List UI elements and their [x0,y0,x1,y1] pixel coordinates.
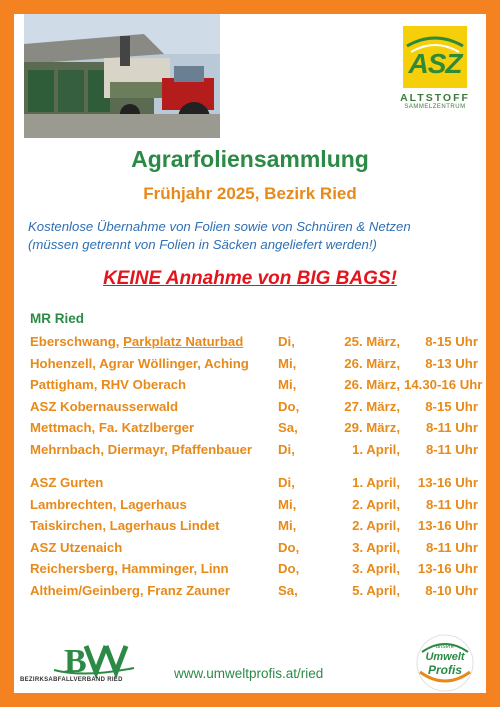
schedule-location-text: Eberschwang, [30,334,124,349]
schedule-row [30,356,480,378]
poster-subtitle: Frühjahr 2025, Bezirk Ried [143,184,357,203]
schedule-date: 25. März, [344,334,400,349]
schedule-time: 8-15 Uhr [425,398,478,414]
schedule-time: 8-11 Uhr [425,539,478,555]
schedule-time: 14.30-16 Uhr [404,377,483,392]
asz-logo-line2: SAMMELZENTRUM [404,104,466,110]
schedule-day: Sa, [278,420,298,435]
bav-logo [24,640,142,692]
schedule-location-link[interactable]: Parkplatz Naturbad [123,334,244,349]
tractor-photo [24,14,220,138]
schedule-location: Taiskirchen, Lagerhaus Lindet [30,518,220,533]
profis-small-text: unsere [435,644,455,650]
schedule-time: 8-15 Uhr [425,334,478,349]
schedule-date: 27. März, [344,398,400,414]
schedule-row [30,475,480,497]
schedule-location: Mettmach, Fa. Katzlberger [30,420,195,435]
schedule-day: Di, [278,441,295,457]
bav-label: BEZIRKSABFALLVERBAND RIED [20,677,123,683]
schedule-date: 3. April, [352,561,400,576]
schedule-row [30,561,480,583]
schedule-location: Mehrnbach, Diermayr, Pfaffenbauer [30,441,253,457]
asz-logo-line1: ALTSTOFF [400,92,470,104]
intro-text [28,218,478,254]
schedule-date: 26. März, [344,355,400,371]
website-link[interactable]: www.umweltprofis.at/ried [174,666,324,681]
schedule-row [30,334,480,356]
schedule-time: 8-11 Uhr [425,496,478,512]
schedule-time: 8-11 Uhr [425,441,478,457]
poster-title: Agrarfoliensammlung [131,146,369,172]
schedule-time: 8-10 Uhr [425,582,478,598]
schedule-location: Reichersberg, Hamminger, Linn [30,561,229,576]
schedule-row [30,377,483,399]
schedule-time: 13-16 Uhr [417,475,478,490]
schedule-day: Di, [278,475,295,490]
profis-mid-text: Umwelt [425,651,465,663]
schedule-location: ASZ Kobernausserwald [30,398,179,414]
asz-logo-text: ASZ [408,48,462,79]
poster [14,14,486,693]
collection-schedule [30,334,483,604]
schedule-row [30,420,480,442]
schedule-day: Do, [278,398,300,414]
schedule-date: 1. April, [352,475,400,490]
schedule-location: ASZ Gurten [30,475,104,490]
schedule-time: 13-16 Uhr [417,518,478,533]
schedule-day: Mi, [278,355,297,371]
schedule-row [30,442,480,464]
schedule-location: Pattigham, RHV Oberach [30,377,187,392]
schedule-day: Do, [278,539,300,555]
schedule-row [30,399,480,421]
schedule-date: 29. März, [344,420,400,435]
asz-logo-mark [403,26,467,88]
schedule-time: 13-16 Uhr [417,561,478,576]
schedule-date: 2. April, [352,518,400,533]
schedule-date: 3. April, [352,539,400,555]
schedule-time: 8-11 Uhr [425,420,478,435]
profis-big-text: Profis [427,663,462,677]
svg-text:B: B [64,643,87,680]
schedule-row [30,540,480,562]
schedule-day: Sa, [278,582,298,598]
schedule-date: 2. April, [352,496,400,512]
schedule-date: 26. März, [344,377,400,392]
schedule-row [30,497,480,519]
schedule-day: Di, [278,334,295,349]
region-heading: MR Ried [30,311,84,326]
schedule-location: Altheim/Geinberg, Franz Zauner [30,582,231,598]
schedule-date: 5. April, [352,582,400,598]
schedule-row [30,583,480,605]
schedule-day: Mi, [278,377,297,392]
schedule-location: Hohenzell, Agrar Wöllinger, Aching [30,355,249,371]
schedule-day: Do, [278,561,300,576]
schedule-gap [30,463,480,475]
umweltprofis-badge [414,632,476,694]
big-bags-warning: KEINE Annahme von BIG BAGS! [103,268,397,289]
schedule-day: Mi, [278,496,297,512]
schedule-location: ASZ Utzenaich [30,539,123,555]
schedule-day: Mi, [278,518,297,533]
intro-line-1: Kostenlose Übernahme von Folien sowie von Schnüren & Netzen [28,219,411,234]
schedule-location: Lambrechten, Lagerhaus [30,496,187,512]
schedule-row [30,518,480,540]
intro-line-2: (müssen getrennt von Folien in Säcken angeliefert werden!) [28,237,377,252]
schedule-date: 1. April, [352,441,400,457]
asz-logo [398,26,472,110]
schedule-location [30,334,243,349]
schedule-time: 8-13 Uhr [425,355,478,371]
